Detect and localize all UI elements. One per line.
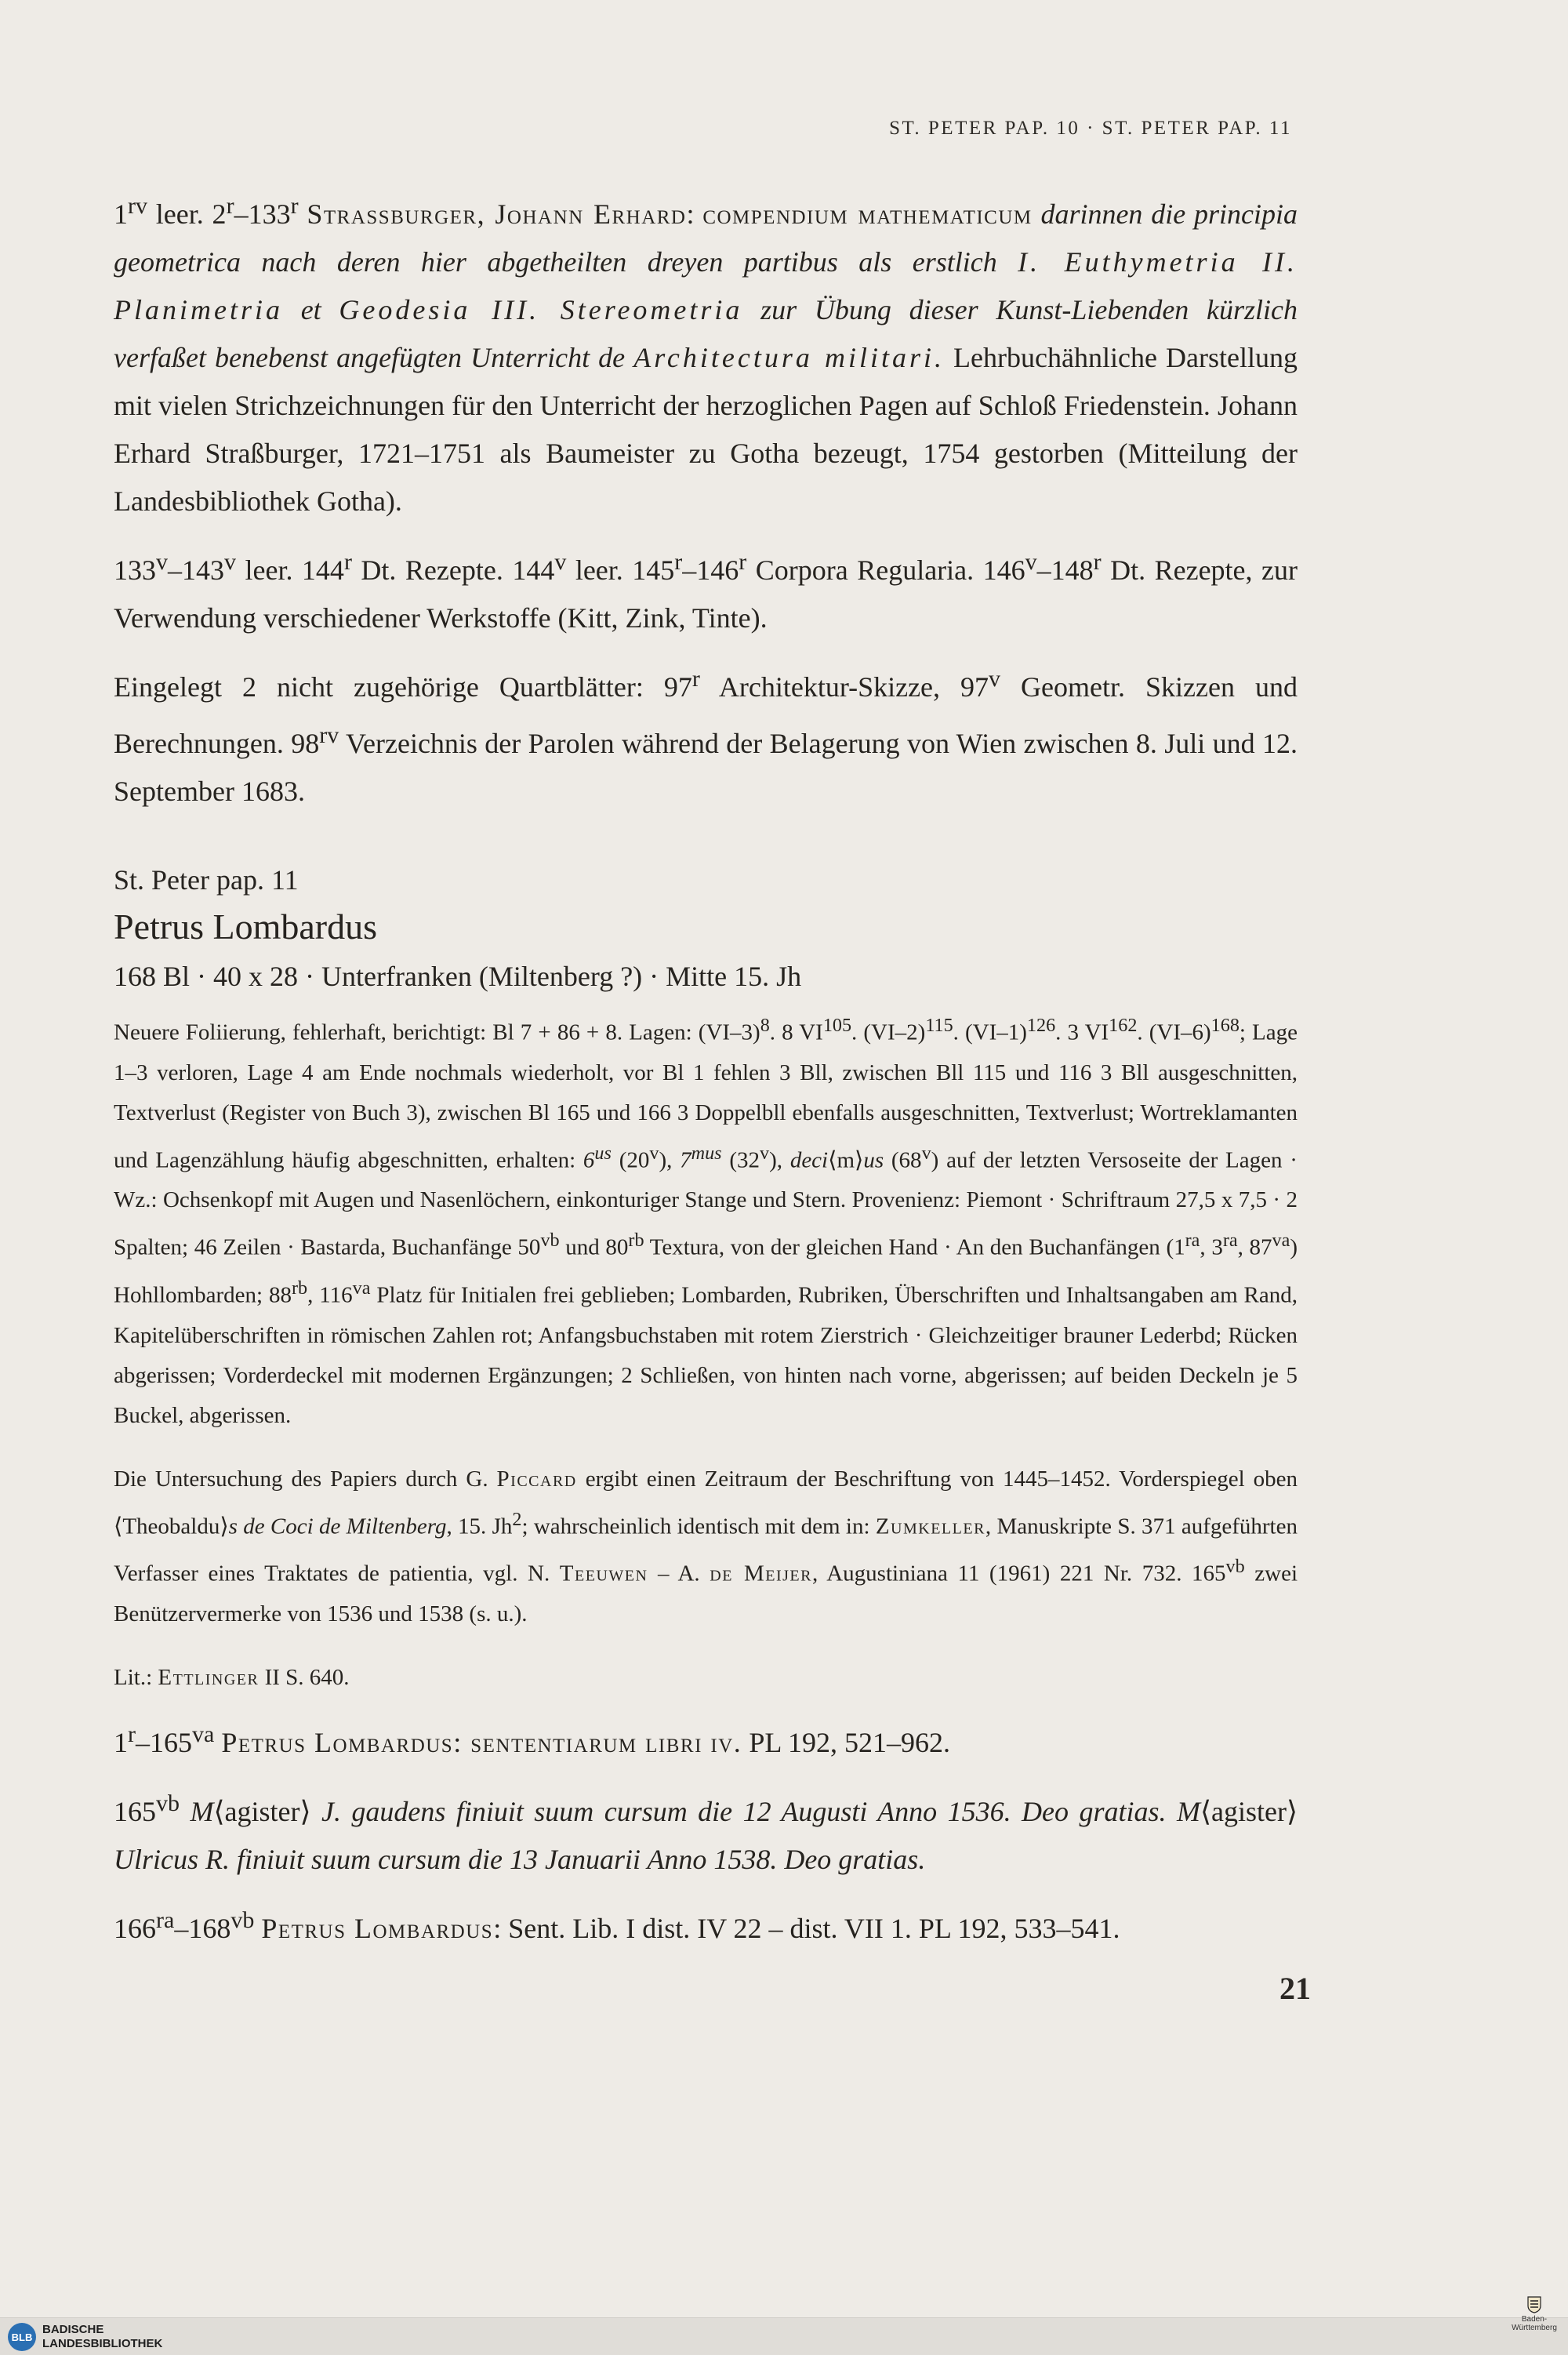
library-logo-icon[interactable]: BLB [8,2323,36,2351]
contents-item-3: $166^{ra}-168^{vb}$ Petrus Lombardus: Sent. Lib. I dist. IV 22 – dist. VII 1. PL 192, 533–541. [114,1906,1120,1944]
library-name: BADISCHE LANDESBIBLIOTHEK [42,2323,163,2350]
literature-reference: Lit.: Ettlinger II S. 640. [114,1664,350,1690]
entry-heading: Petrus Lombardus [114,907,378,947]
running-head: ST. PETER PAP. 10 · ST. PETER PAP. 11 [889,118,1292,139]
dating-note: Die Untersuchung des Papiers durch G. Piccard ergibt einen Zeitraum der Beschriftung von 1445–1452. Vorderspiegel oben ⟨Theobaldu⟩s de Coci de Miltenberg, 15. Jh$^2$; wahrscheinlich identisch mit dem in: Zumkeller, Manuskripte S. 371 aufgeführten Verfasser eines Traktates de patientia, vgl. N. Teeuwen – A. de Meijer, Augustiniana 11 (1961) 221 Nr. 732. $165^{vb}$ zwei Benützervermerke von 1536 und 1538 (s. u.). [114,1466,1298,1626]
catalog-entry-body [114,182,1298,1953]
entry-physical-summary: 168 Bl · 40 x 28 · Unterfranken (Miltenberg ?) · Mitte 15. Jh [114,961,802,992]
contents-paragraph-1: $1^{rv}$ leer. 2$^r$–133$^r$ Strassburger, Johann Erhard: compendium mathematicum darinnen die principia geometrica nach deren hier abgetheilten dreyen partibus als erstlich I. Euthymetria II. Planimetria et Geodesia III. Stereometria zur Übung dieser Kunst-Liebenden kürzlich verfaßet benebenst angefügten Unterricht de Architectura militari. Lehrbuchähnliche Darstellung mit vielen Strichzeichnungen für den Unterricht der herzoglichen Pagen auf Schloß Friedenstein. Johann Erhard Straßburger, 1721–1751 als Baumeister zu Gotha bezeugt, 1754 gestorben (Mitteilung der Landesbibliothek Gotha). [114,193,1298,517]
contents-item-2: $165^{vb}$ M⟨agister⟩ J. gaudens finiuit suum cursum die 12 Augusti Anno 1536. Deo gratias. M⟨agister⟩ Ulricus R. finiuit suum cursum die 13 Januarii Anno 1538. Deo gratias. [114,1790,1298,1875]
page-number: 21 [1279,1971,1311,2006]
contents-item-1: $1^r-165^{va}$ Petrus Lombardus: sententiarum libri iv. PL 192, 521–962. [114,1721,950,1758]
contents-paragraph-2: 133$^v$–143$^v$ leer. 144$^r$ Dt. Rezepte. 144$^v$ leer. 145$^r$–146$^r$ Corpora Regularia. 146$^v$–148$^r$ Dt. Rezepte, zur Verwendung verschiedener Werkstoffe (Kitt, Zink, Tinte). [114,549,1298,634]
coat-of-arms-icon [1527,2296,1541,2313]
author-name: Strassburger, Johann Erhard [307,198,687,230]
work-title: compendium mathematicum [702,198,1033,230]
state-logo: Baden-Württemberg [1507,2296,1562,2332]
contents-paragraph-3: Eingelegt 2 nicht zugehörige Quartblätter: 97$^r$ Architektur-Skizze, 97$^v$ Geometr. Skizzen und Berechnungen. $98^{rv}$ Verzeichnis der Parolen während der Belagerung von Wien zwischen 8. Juli und 12. September 1683. [114,666,1298,807]
shelfmark: St. Peter pap. 11 [114,864,299,896]
codicological-description: Neuere Foliierung, fehlerhaft, berichtigt: Bl 7 + 86 + 8. Lagen: $(VI-3)^8$. 8 VI$^{105}$. $(VI-2)^{115}$. $(VI-1)^{126}$. 3 VI$^{162}$. $(VI-6)^{168}$; Lage 1–3 verloren, Lage 4 am Ende nochmals wiederholt, vor Bl 1 fehlen 3 Bll, zwischen Bll 115 und 116 3 Bll ausgeschnitten, Textverlust (Register von Buch 3), zwischen Bl 165 und 166 3 Doppelbll ebenfalls ausgeschnitten, Textverlust; Wortreklamanten und Lagenzählung häufig abgeschnitten, erhalten: $6^{us}$ (20$^v$), $7^{mus}$ (32$^v$), deci⟨m⟩us (68$^v$) auf der letzten Versoseite der Lagen · Wz.: Ochsenkopf mit Augen und Nasenlöchern, einkonturiger Stange und Stern. Provenienz: Piemont · Schriftraum 27,5 x 7,5 · 2 Spalten; 46 Zeilen · Bastarda, Buchanfänge $50^{vb}$ und $80^{rb}$ Textura, von der gleichen Hand · An den Buchanfängen ($1^{ra}$, $3^{ra}$, $87^{va}$) Hohllombarden; $88^{rb}$, $116^{va}$ Platz für Initialen frei geblieben; Lombarden, Rubriken, Überschriften und Inhaltsangaben am Rand, Kapitelüberschriften in römischen Zahlen rot; Anfangsbuchstaben mit rotem Zierstrich · Gleichzeitiger brauner Lederbd; Rücken abgerissen; Vorderdeckel mit modernen Ergänzungen; 2 Schließen, von hinten nach vorne, abgerissen; auf beiden Deckeln je 5 Buckel, abgerissen. [114,1015,1298,1428]
viewer-footer [0,2317,1568,2355]
